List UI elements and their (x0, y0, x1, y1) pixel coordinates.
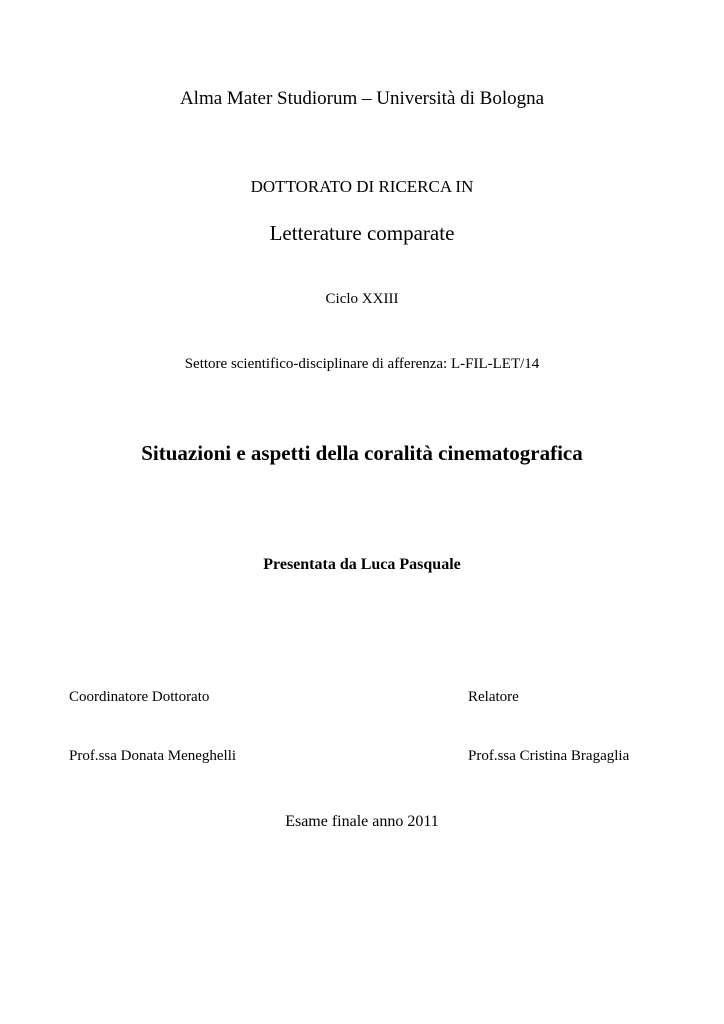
exam-year: Esame finale anno 2011 (285, 813, 439, 830)
university-name: Alma Mater Studiorum – Università di Bologna (179, 88, 545, 109)
doctorate-heading: DOTTORATO DI RICERCA IN (250, 177, 474, 196)
coordinator-role: Coordinatore Dottorato (69, 689, 210, 705)
doctorate-subject: Letterature comparate (269, 221, 455, 245)
presenter-line: Presentata da Luca Pasquale (263, 556, 461, 573)
coordinator-name: Prof.ssa Donata Meneghelli (69, 748, 237, 764)
thesis-title: Situazioni e aspetti della coralità cinematografica (141, 441, 583, 465)
supervisor-name: Prof.ssa Cristina Bragaglia (468, 748, 630, 764)
scientific-sector: Settore scientifico-disciplinare di afferenza: L-FIL-LET/14 (184, 356, 540, 372)
supervisor-role: Relatore (468, 689, 519, 705)
doctorate-cycle: Ciclo XXIII (325, 291, 399, 307)
